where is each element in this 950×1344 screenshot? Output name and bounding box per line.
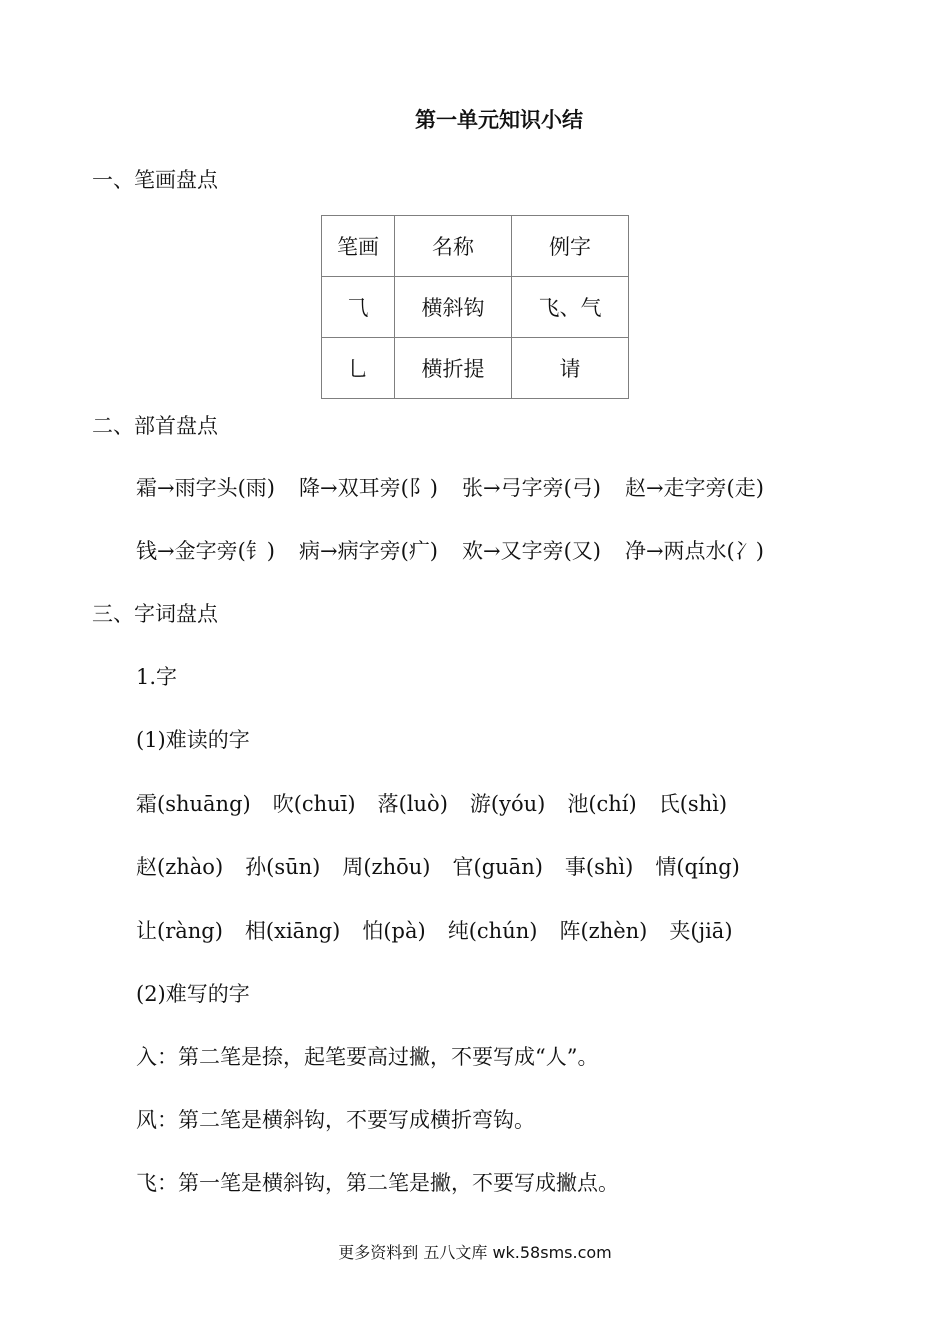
pinyin-item: 怕(pà) bbox=[362, 919, 426, 943]
pinyin-item: 让(ràng) bbox=[136, 919, 223, 943]
table-header-cell: 名称 bbox=[395, 216, 512, 277]
table-cell-example: 请 bbox=[512, 338, 629, 399]
radical-item: 净→两点水(冫) bbox=[624, 539, 764, 563]
pinyin-item: 夹(jiā) bbox=[669, 919, 733, 943]
table-cell-name: 横斜钩 bbox=[395, 277, 512, 338]
table-cell-name: 横折提 bbox=[395, 338, 512, 399]
table-row bbox=[322, 277, 629, 338]
pinyin-row-2 bbox=[136, 854, 740, 880]
pinyin-row-1 bbox=[136, 791, 727, 817]
pinyin-item: 周(zhōu) bbox=[342, 855, 431, 879]
pinyin-item: 相(xiāng) bbox=[244, 919, 341, 943]
table-row bbox=[322, 338, 629, 399]
pinyin-item: 事(shì) bbox=[564, 855, 634, 879]
radicals-row-1 bbox=[136, 475, 764, 501]
pinyin-item: 官(guān) bbox=[452, 855, 543, 879]
pinyin-item: 赵(zhào) bbox=[136, 855, 224, 879]
section-heading-words: 三、字词盘点 bbox=[92, 602, 218, 626]
pinyin-item: 氏(shì) bbox=[658, 792, 728, 816]
writing-note: 风：第二笔是横斜钩，不要写成横折弯钩。 bbox=[136, 1108, 535, 1132]
footer-watermark bbox=[0, 1242, 950, 1264]
table-cell-stroke: ⺃ bbox=[322, 338, 395, 399]
subsection-hard-to-write: (2)难写的字 bbox=[136, 982, 250, 1006]
radical-item: 霜→雨字头(雨) bbox=[136, 476, 275, 500]
radical-item: 欢→又字旁(又) bbox=[461, 539, 601, 563]
writing-note: 飞：第一笔是横斜钩，第二笔是撇，不要写成撇点。 bbox=[136, 1171, 619, 1195]
radical-item: 张→弓字旁(弓) bbox=[461, 476, 601, 500]
section-heading-radicals: 二、部首盘点 bbox=[92, 414, 218, 438]
subsection-characters: 1.字 bbox=[136, 665, 178, 689]
pinyin-item: 落(luò) bbox=[377, 792, 448, 816]
subsection-hard-to-read: (1)难读的字 bbox=[136, 728, 250, 752]
footer-link[interactable]: wk.58sms.com bbox=[492, 1243, 612, 1262]
section-heading-strokes: 一、笔画盘点 bbox=[92, 168, 218, 192]
pinyin-item: 阵(zhèn) bbox=[559, 919, 648, 943]
page-title: 第一单元知识小结 bbox=[415, 107, 583, 132]
pinyin-item: 游(yóu) bbox=[469, 792, 546, 816]
radical-item: 降→双耳旁(阝) bbox=[298, 476, 438, 500]
table-cell-example: 飞、气 bbox=[512, 277, 629, 338]
table-header-cell: 笔画 bbox=[322, 216, 395, 277]
table-header-cell: 例字 bbox=[512, 216, 629, 277]
radical-item: 赵→走字旁(走) bbox=[624, 476, 764, 500]
footer-text: 更多资料到 五八文库 bbox=[338, 1243, 488, 1262]
pinyin-item: 纯(chún) bbox=[447, 919, 538, 943]
pinyin-item: 吹(chuī) bbox=[272, 792, 356, 816]
radical-item: 钱→金字旁(钅) bbox=[136, 539, 275, 563]
table-header-row bbox=[322, 216, 629, 277]
pinyin-item: 情(qíng) bbox=[655, 855, 740, 879]
pinyin-item: 池(chí) bbox=[567, 792, 637, 816]
pinyin-item: 霜(shuāng) bbox=[136, 792, 251, 816]
radical-item: 病→病字旁(疒) bbox=[298, 539, 438, 563]
strokes-table bbox=[321, 215, 629, 399]
writing-note: 入：第二笔是捺，起笔要高过撇，不要写成“人”。 bbox=[136, 1045, 599, 1069]
pinyin-row-3 bbox=[136, 918, 733, 944]
pinyin-item: 孙(sūn) bbox=[245, 855, 321, 879]
table-cell-stroke: ⺄ bbox=[322, 277, 395, 338]
radicals-row-2 bbox=[136, 538, 764, 564]
